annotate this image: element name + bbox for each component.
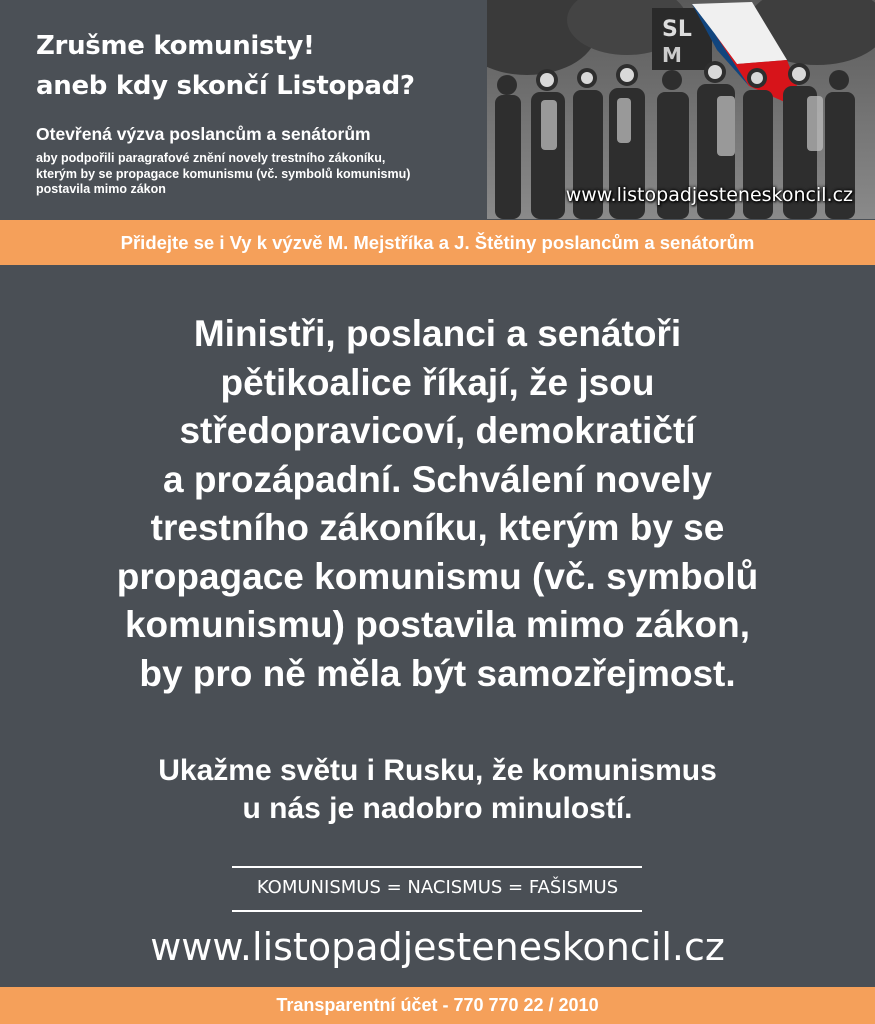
title-line-1: Zrušme komunisty! <box>36 31 315 61</box>
closing-line-2: u nás je nadobro minulostí. <box>242 792 633 825</box>
account-text: Transparentní účet - 770 770 22 / 2010 <box>276 995 599 1015</box>
divider-bottom <box>232 910 642 912</box>
protest-photo <box>487 0 875 219</box>
title-line-2: aneb kdy skončí Listopad? <box>36 71 415 101</box>
photo-url-overlay: www.listopadjesteneskoncil.cz <box>565 184 853 206</box>
main-line-2: pětikoalice říkají, že jsou <box>220 361 655 403</box>
footer-bar <box>0 987 875 1024</box>
page-title <box>36 26 415 106</box>
subtext <box>36 151 496 198</box>
main-line-5: trestního zákoníku, kterým by se <box>150 507 725 548</box>
main-line-1: Ministři, poslanci a senátoři <box>193 313 682 354</box>
subtext-line-3: postavila mimo zákon <box>36 182 166 196</box>
subtitle: Otevřená výzva poslancům a senátorům <box>36 124 371 144</box>
main-statement <box>0 310 875 698</box>
slogan-equation: KOMUNISMUS = NACISMUS = FAŠISMUS <box>256 877 619 898</box>
main-line-8: by pro ně měla být samozřejmost. <box>139 652 736 694</box>
main-line-4: a prozápadní. Schválení novely <box>162 458 712 500</box>
main-line-6: propagace komunismu (vč. symbolů <box>116 555 759 597</box>
closing-statement <box>0 752 875 828</box>
closing-line-1: Ukažme světu i Rusku, že komunismus <box>158 754 717 787</box>
website-link[interactable]: www.listopadjesteneskoncil.cz <box>150 925 725 969</box>
header <box>0 0 875 220</box>
main-text-block <box>38 310 838 698</box>
subtext-line-1: aby podpořili paragrafové znění novely trestního zákoníku, <box>36 151 386 165</box>
banner-text: Přidejte se i Vy k výzvě M. Mejstříka a J. Štětiny poslancům a senátorům <box>120 231 755 253</box>
subtext-line-2: kterým by se propagace komunismu (vč. symbolů komunismu) <box>36 166 411 181</box>
main-line-3: středopravicoví, demokratičtí <box>179 410 696 451</box>
main-line-7: komunismu) postavila mimo zákon, <box>124 604 750 645</box>
divider-top <box>232 866 642 868</box>
sign-text-2: M <box>662 43 682 67</box>
sign-text: SL <box>662 17 692 42</box>
call-to-action-banner <box>0 220 875 265</box>
